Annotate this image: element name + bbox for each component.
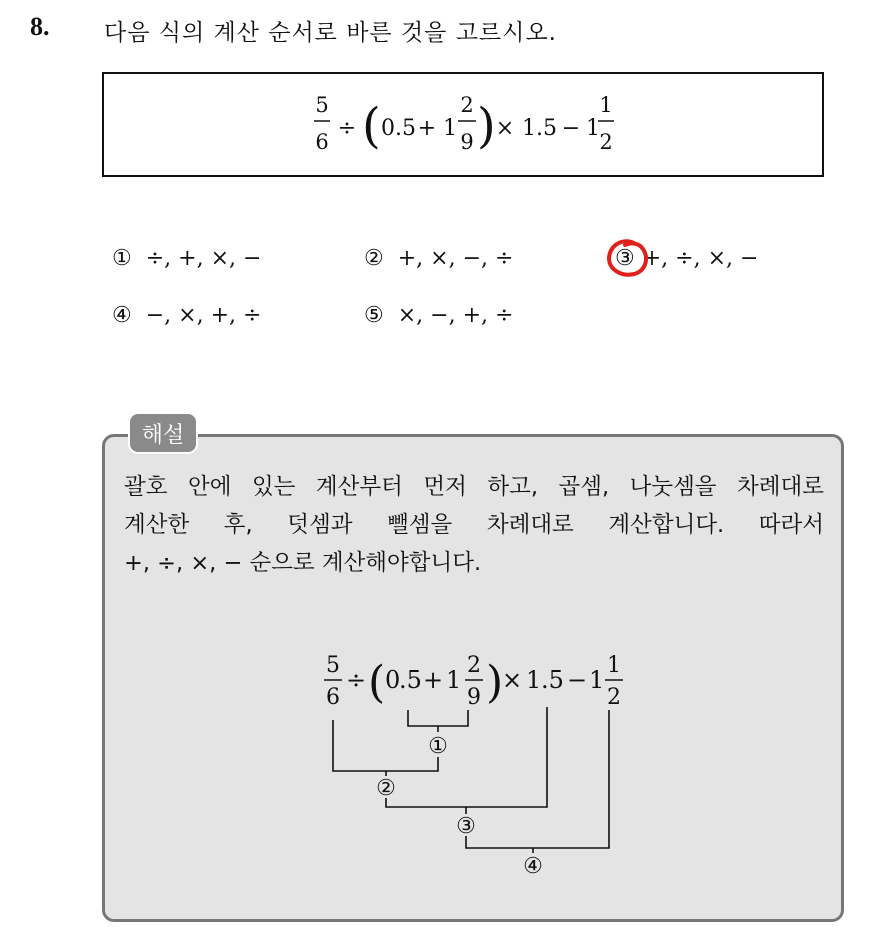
div-sign: ÷ xyxy=(337,116,357,141)
bracket-step-1 xyxy=(408,710,468,726)
minus-sign: − xyxy=(561,116,581,141)
step-4-label: ④ xyxy=(523,854,543,879)
diag-frac-a-numerator: 5 xyxy=(326,653,340,678)
choice-5-number: ⑤ xyxy=(364,303,384,328)
choice-4-number: ④ xyxy=(112,303,132,328)
step-3-label: ③ xyxy=(456,814,476,839)
mixed-c-whole: 1 xyxy=(586,116,600,141)
diag-mixed-c-denominator: 2 xyxy=(607,685,621,710)
mixed-c-numerator: 1 xyxy=(599,93,613,117)
diag-plus-sign: + xyxy=(422,666,444,694)
choice-3-ops: +, ÷, ×, − xyxy=(642,246,759,271)
diag-frac-a-denominator: 6 xyxy=(326,685,340,710)
step-2-label: ② xyxy=(376,776,396,801)
decimal-0-5: 0.5 xyxy=(381,116,416,141)
explanation-line-3: +, ÷, ×, − 순으로 계산해야합니다. xyxy=(124,550,482,576)
mixed-b-numerator: 2 xyxy=(460,93,474,117)
choice-5-ops: ×, −, +, ÷ xyxy=(397,303,514,328)
diag-decimal-point-5: .5 xyxy=(399,666,422,694)
diag-mixed-b-whole: 1 xyxy=(446,666,462,694)
diag-decimal-0: 0 xyxy=(385,666,401,694)
times-sign: × xyxy=(495,116,515,141)
right-paren: ) xyxy=(477,98,496,154)
diag-left-paren: ( xyxy=(368,657,386,708)
choice-1-ops: ÷, +, ×, − xyxy=(145,246,262,271)
mixed-b-whole: 1 xyxy=(443,116,457,141)
mixed-b-denominator: 9 xyxy=(460,130,474,154)
question-prompt: 다음 식의 계산 순서로 바른 것을 고르시오. xyxy=(104,20,557,46)
explanation-line-1: 괄호 안에 있는 계산부터 먼저 하고, 곱셈, 나눗셈을 차례대로 xyxy=(124,474,824,500)
choice-2-ops: +, ×, −, ÷ xyxy=(397,246,514,271)
diag-mixed-b-denominator: 9 xyxy=(467,685,481,710)
explanation-tag: 해설 xyxy=(128,412,198,454)
choice-1-number: ① xyxy=(112,246,132,271)
choice-4-ops: −, ×, +, ÷ xyxy=(145,303,262,328)
diag-times-sign: × xyxy=(501,666,523,694)
bracket-step-3 xyxy=(386,707,547,807)
diag-div-sign: ÷ xyxy=(345,666,367,694)
choice-3-number: ③ xyxy=(615,246,635,271)
diag-decimal-1: 1 xyxy=(526,666,542,694)
frac-a-numerator: 5 xyxy=(315,93,329,117)
question-number: 8. xyxy=(30,12,50,41)
step-1-label: ① xyxy=(428,734,448,759)
explanation-line-2: 계산한 후, 덧셈과 뺄셈을 차례대로 계산합니다. 따라서 xyxy=(124,512,824,538)
left-paren: ( xyxy=(362,98,381,154)
diag-mixed-c-numerator: 1 xyxy=(607,653,621,678)
diag-decimal-point-5b: .5 xyxy=(541,666,564,694)
bracket-step-4 xyxy=(466,710,609,848)
frac-a-denominator: 6 xyxy=(315,130,329,154)
diag-mixed-c-whole: 1 xyxy=(589,666,605,694)
decimal-1-5: 1.5 xyxy=(522,116,557,141)
bracket-step-2 xyxy=(333,720,438,771)
choice-2-number: ② xyxy=(364,246,384,271)
mixed-c-denominator: 2 xyxy=(599,130,613,154)
diag-minus-sign: − xyxy=(566,666,588,694)
diag-right-paren: ) xyxy=(486,657,504,708)
diag-mixed-b-numerator: 2 xyxy=(467,653,481,678)
plus-sign: + xyxy=(417,116,437,141)
